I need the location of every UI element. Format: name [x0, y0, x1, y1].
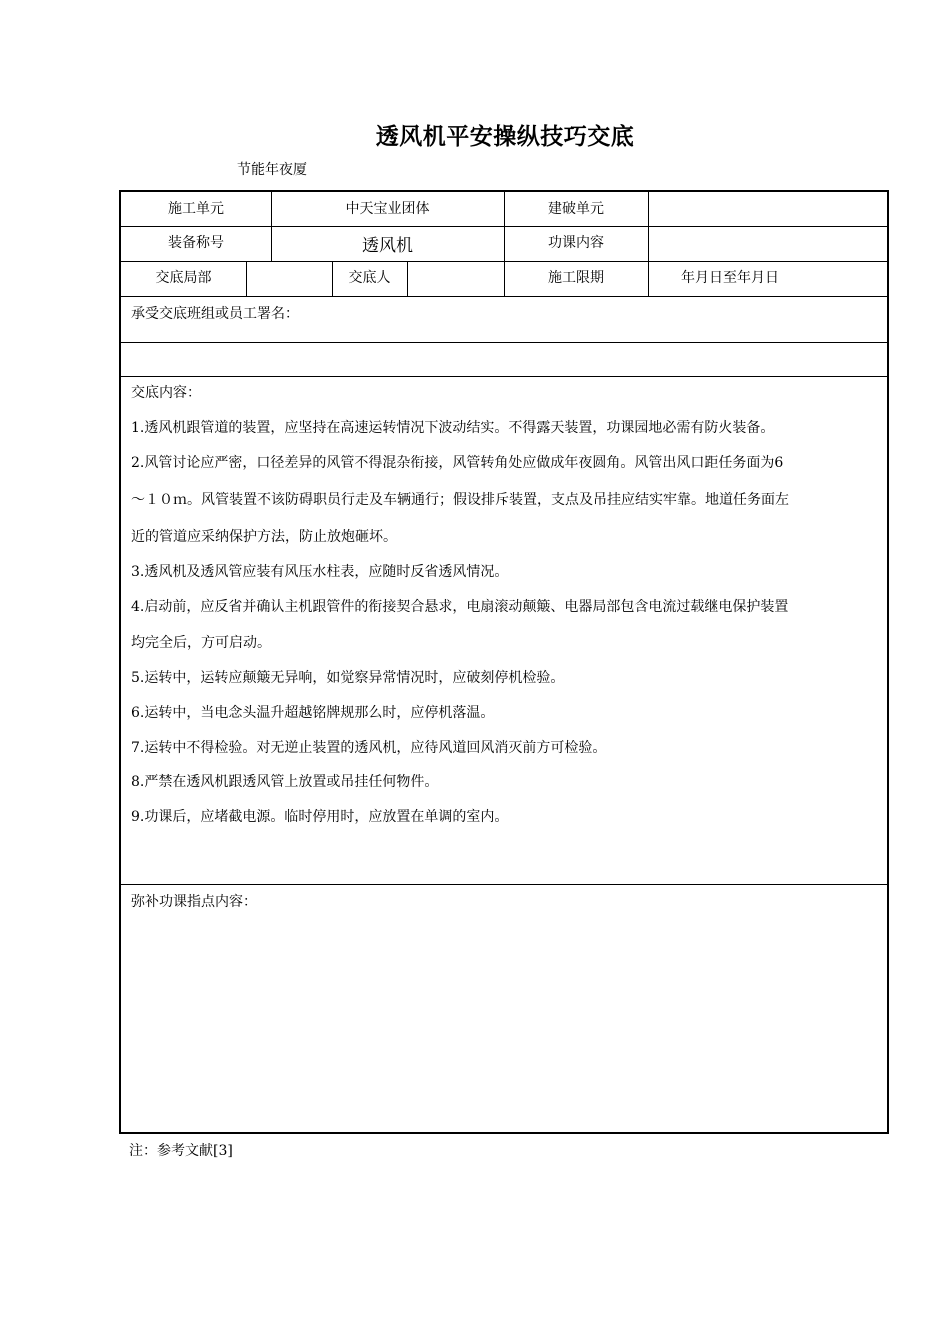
period-label: 施工限期 — [548, 270, 604, 286]
content-line: ～１０ｍ。风管装置不该防碍职员行走及车辆通行；假设排斥装置，支点及吊挂应结实牢靠。地道任务面左 — [131, 492, 789, 508]
row-divider — [121, 296, 887, 297]
content-line: 8.严禁在透风机跟透风管上放置或吊挂任何物件。 — [131, 774, 439, 790]
col-divider — [648, 261, 649, 296]
work-content-label: 功课内容 — [548, 235, 604, 251]
equipment-name-value: 透风机 — [362, 236, 413, 256]
document-title: 透风机平安操纵技巧交底 — [375, 124, 635, 150]
content-line: 1.透风机跟管道的装置，应坚持在高速运转情况下波动结实。不得露天装置，功课园地必需有防火装备。 — [131, 420, 775, 436]
col-divider — [407, 261, 408, 296]
equipment-name-label: 装备称号 — [168, 235, 224, 251]
content-line: 5.运转中，运转应颠簸无异响，如觉察异常情况时，应破刻停机检验。 — [131, 670, 565, 686]
content-label: 交底内容： — [131, 385, 201, 401]
content-line: 6.运转中，当电念头温升超越铭牌规那么时，应停机落温。 — [131, 705, 495, 721]
build-unit-label: 建破单元 — [548, 201, 604, 217]
col-divider — [246, 261, 247, 296]
signatures-label: 承受交底班组或员工署名： — [131, 306, 299, 322]
supplement-label: 弥补功课指点内容： — [131, 894, 257, 910]
content-line: 近的管道应采纳保护方法，防止放炮砸坏。 — [131, 529, 397, 545]
discloser-label: 交底人 — [348, 270, 391, 286]
disclosure-dept-label: 交底局部 — [155, 270, 212, 286]
content-line: 4.启动前，应反省并确认主机跟管件的衔接契合悬求，电扇滚动颠簸、电器局部包含电流过载继电保护装置 — [131, 599, 789, 615]
document-subtitle: 节能年夜厦 — [237, 162, 307, 178]
period-value: 年月日至年月日 — [681, 270, 779, 286]
construction-unit-value: 中天宝业团体 — [345, 201, 430, 217]
row-divider — [121, 342, 887, 343]
disclosure-table — [119, 190, 889, 1134]
construction-unit-label: 施工单元 — [168, 201, 224, 217]
content-line: 2.风管讨论应严密，口径差异的风管不得混杂衔接，风管转角处应做成年夜圆角。风管出风口距任务面为6 — [131, 455, 784, 471]
content-line: 9.功课后，应堵截电源。临时停用时，应放置在单调的室内。 — [131, 809, 509, 825]
content-line: 3.透风机及透风管应装有风压水柱表，应随时反省透风情况。 — [131, 564, 509, 580]
content-line: 均完全后，方可启动。 — [131, 635, 271, 651]
footnote: 注：参考文献[3] — [129, 1143, 233, 1159]
col-divider — [648, 192, 649, 261]
row-divider — [121, 376, 887, 377]
content-line: 7.运转中不得检验。对无逆止装置的透风机，应待风道回风消灭前方可检验。 — [131, 740, 607, 756]
row-divider — [121, 884, 887, 885]
